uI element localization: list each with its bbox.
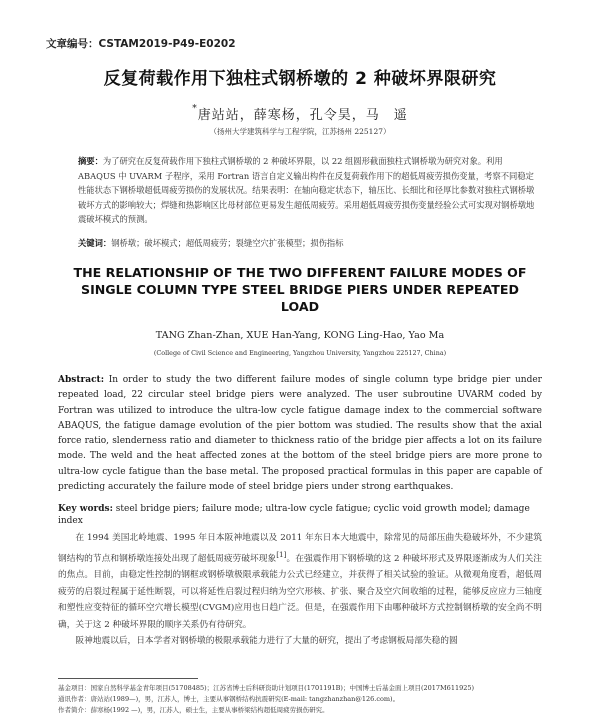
chinese-keywords <box>78 237 540 249</box>
chinese-title: 反复荷载作用下独柱式钢桥墩的 2 种破坏界限研究 <box>103 69 497 89</box>
chinese-abstract-label: 摘要： <box>78 156 103 166</box>
english-keywords-label: Key words: <box>58 504 113 514</box>
article-id <box>46 36 236 51</box>
chinese-abstract-text: 为了研究在反复荷载作用下独柱式钢桥墩的 2 种破坏界限，以 22 组圆形截面独柱式钢桥墩为研究对象。利用 ABAQUS 中 UVARM 子程序，采用 Fortran 语言自定义输出构件在反复荷载作用下的超低周疲劳损伤变量，考察不同稳定性能状态下钢桥墩超低周疲劳损伤的发展状况。结果表明：在轴向稳定状态下，轴压比、长细比和径厚比参数对独柱式钢桥墩破坏方式的影响较大；焊缝和热影响区比母材部位更易发生超低周疲劳。采用超低周疲劳损伤变量经验公式可实现对钢桥墩地震破坏模式的预测。 <box>78 156 535 225</box>
body-text <box>58 530 542 650</box>
english-abstract-label: Abstract: <box>58 375 105 385</box>
body-paragraph-2: 阪神地震以后，日本学者对钢桥墩的极限承载能力进行了大量的研究，提出了考虑钢板局部失稳的圆 <box>75 636 458 647</box>
body-paragraph-1-part-a: 在 1994 美国北岭地震、1995 年日本阪神地震以及 2011 年东日本大地震中，除常见的局部压曲失稳破坏外，不少建筑钢结构的节点和钢桥墩连接处出现了超低周疲劳破坏现象 <box>58 533 542 564</box>
english-authors: TANG Zhan-Zhan, XUE Han-Yang, KONG Ling-Hao, Yao Ma <box>155 330 445 341</box>
body-paragraph-1 <box>58 530 542 633</box>
article-id-label: 文章编号： <box>46 38 99 50</box>
chinese-authors <box>0 104 600 123</box>
english-title: THE RELATIONSHIP OF THE TWO DIFFERENT FAILURE MODES OF SINGLE COLUMN TYPE STEEL BRIDGE PIERS UNDER REPEATED LOAD <box>73 265 527 314</box>
corresponding-author-marker: * <box>192 104 198 114</box>
footnote-corresponding: 通讯作者：唐站站(1989—)，男，江苏人，博士，主要从事钢桥结构抗震研究(E-mail: tangzhanzhan@126.com)。 <box>58 695 400 703</box>
chinese-author-names: 唐站站，薛寒杨，孔令昊，马 遥 <box>197 108 408 123</box>
article-id-value: CSTAM2019-P49-E0202 <box>98 38 236 50</box>
english-keywords-text: steel bridge piers; failure mode; ultra-low cycle fatigue; cyclic void growth model; damage index <box>58 504 530 526</box>
body-paragraph-1-part-b: 。在强震作用下钢桥墩的这 2 种破坏形式及界限逐渐成为人们关注的焦点。目前，由稳定性控制的钢框或钢桥墩极限承载能力公式已经建立，并获得了相关试验的验证。从微观角度看，超低周疲劳的启裂过程属于延性断裂，可以将延性启裂过程归纳为空穴形核、扩张、聚合及空穴间收缩的过程，能够反应应力三轴度和塑性应变特征的循环空穴增长模型(CVGM)应用也日趋广泛。但是，在强震作用下由哪种破坏方式控制钢桥墩的安全尚不明确，关于这 2 种破坏界限的顺序关系仍有待研究。 <box>58 553 542 630</box>
english-abstract-text: In order to study the two different failure modes of single column type bridge pier under repeated load, 22 circular steel bridge piers were analyzed. The user subroutine UVARM coded by Fortran was utilized to introduce the ultra-low cycle fatigue damage index to the commercial software ABAQUS, the fatigue damage evolution of the pier bottom was studied. The results show that the axial force ratio, slenderness ratio and diameter to thickness ratio of the bridge pier affects a lot on its failure mode. The weld and the heat affected zones at the bottom of the steel bridge piers are more prone to ultra-low cycle fatigue than the base metal. The proposed practical formulas in this paper are capable of predicting accurately the failure mode of steel bridge piers under strong earthquakes. <box>58 375 542 493</box>
footnotes <box>58 683 542 716</box>
english-abstract <box>58 373 542 495</box>
chinese-keywords-label: 关键词： <box>78 238 112 248</box>
chinese-affiliation: （扬州大学建筑科学与工程学院，江苏扬州 225127） <box>209 127 391 136</box>
footnote-divider <box>58 678 198 679</box>
footnote-fund: 基金项目：国家自然科学基金青年项目(51708485)；江苏省博士后科研资助计划项目(1701191B)；中国博士后基金面上项目(2017M611925) <box>58 684 475 692</box>
citation-ref-1[interactable]: [1] <box>276 549 287 559</box>
chinese-keywords-text: 钢桥墩；破坏模式；超低周疲劳；裂缝空穴扩张模型；损伤指标 <box>111 238 344 248</box>
english-affiliation: (College of Civil Science and Engineering, Yangzhou University, Yangzhou 225127, China) <box>153 349 447 357</box>
english-keywords <box>58 503 542 527</box>
chinese-abstract <box>78 154 540 227</box>
footnote-author: 作者简介：薛寒杨(1992 —)，男，江苏人，硕士生，主要从事桥梁结构超低周疲劳损伤研究。 <box>58 706 329 714</box>
